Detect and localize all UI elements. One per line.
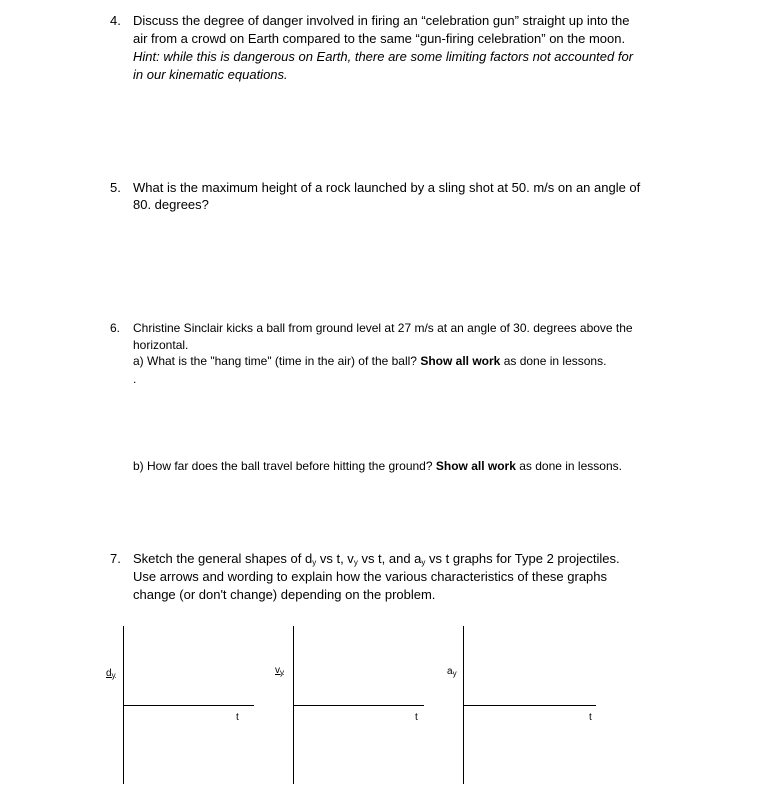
x-axis-label: t (589, 712, 592, 723)
y-axis-label: $a_y$ (447, 666, 457, 678)
hint-text: in our kinematic equations. (133, 67, 288, 82)
x-axis-label: t (236, 712, 239, 723)
question-text: change (or don't change) depending on the problem. (133, 587, 436, 602)
question-text: 80. degrees? (133, 197, 209, 212)
question-text: Discuss the degree of danger involved in firing an “celebration gun” straight up into the (133, 13, 630, 28)
question-number: 5. (110, 180, 121, 195)
part-b-text: b) How far does the ball travel before hitting the ground? (133, 459, 433, 473)
part-a (133, 354, 606, 368)
part-a-tail: as done in lessons. (503, 354, 607, 368)
hint-text: Hint: while this is dangerous on Earth, there are some limiting factors not accounted for (133, 49, 634, 64)
x-axis (463, 705, 596, 706)
question-text: Sketch the general shapes of dy vs t, vy vs t, and ay vs t graphs for Type 2 projectiles. (133, 551, 620, 567)
y-axis-label: $d_y$ (106, 668, 116, 680)
question-text: air from a crowd on Earth compared to the same “gun-firing celebration” on the moon. (133, 31, 626, 46)
y-axis-label: $v_y$ (275, 665, 284, 677)
question-text: Christine Sinclair kicks a ball from ground level at 27 m/s at an angle of 30. degrees above the (133, 321, 633, 335)
part-b-bold: Show all work (435, 459, 516, 473)
x-axis (293, 705, 424, 706)
part-b (133, 459, 622, 473)
question-text: Use arrows and wording to explain how the various characteristics of these graphs (133, 569, 608, 584)
question-number: 6. (110, 321, 121, 335)
stray-dot: . (133, 372, 137, 386)
question-number: 4. (110, 13, 121, 28)
part-a-bold: Show all work (420, 354, 501, 368)
x-axis (123, 705, 254, 706)
question-text: What is the maximum height of a rock launched by a sling shot at 50. m/s on an angle of (133, 180, 641, 195)
question-text: horizontal. (133, 338, 189, 352)
part-b-tail: as done in lessons. (519, 459, 622, 473)
x-axis-label: t (415, 712, 418, 723)
question-number: 7. (110, 551, 121, 566)
part-a-text: a) What is the "hang time" (time in the air) of the ball? (133, 354, 417, 368)
